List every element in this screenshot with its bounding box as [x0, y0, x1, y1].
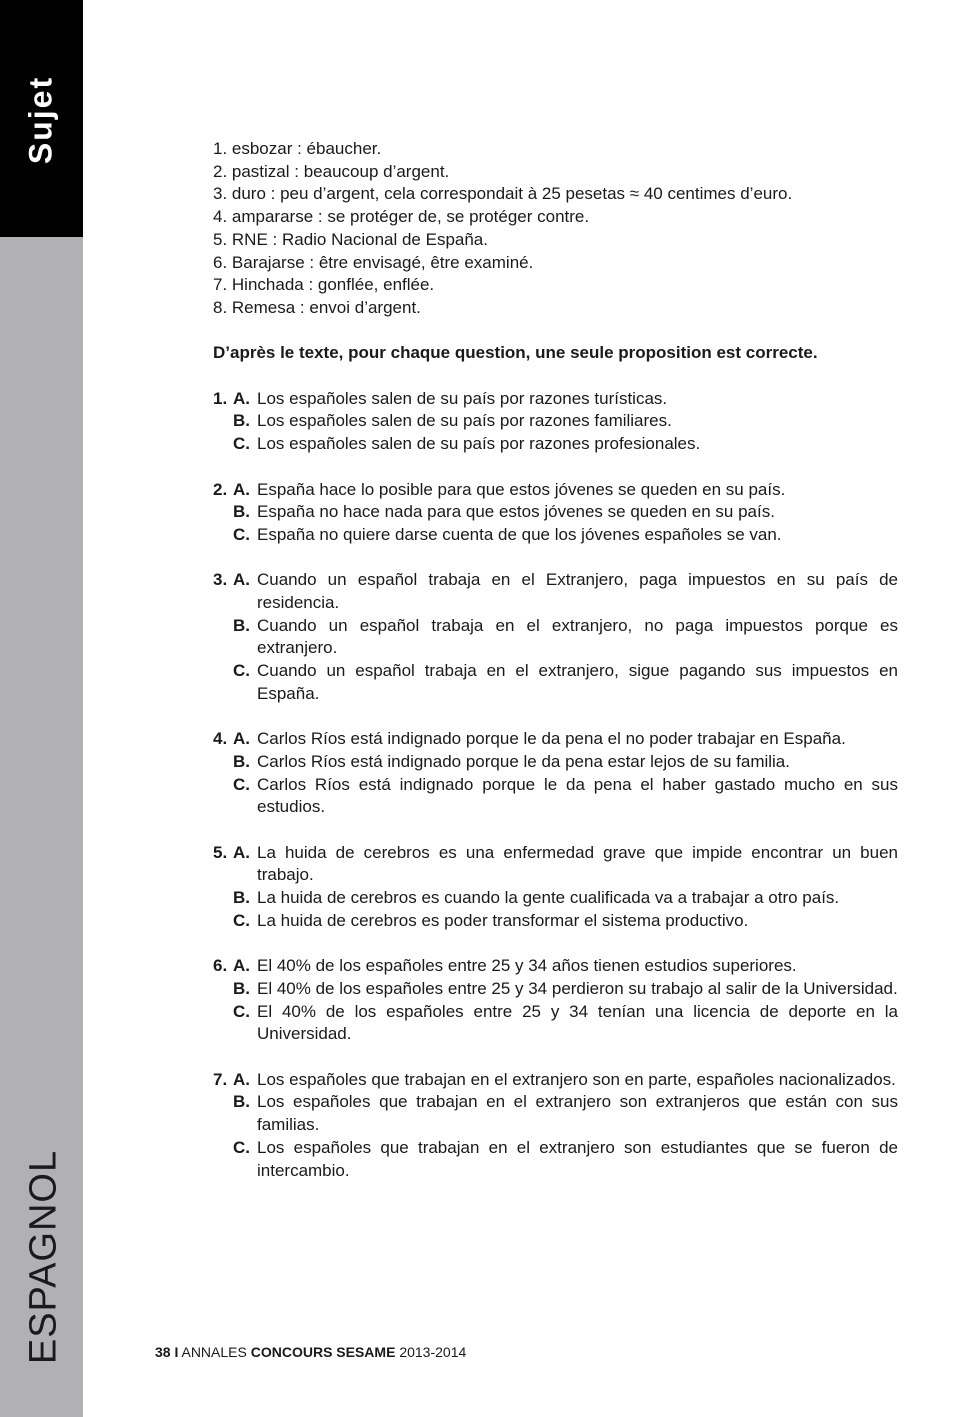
footer-annales: ANNALES [181, 1344, 247, 1360]
option-text: El 40% de los españoles entre 25 y 34 perdieron su trabajo al salir de la Universidad. [257, 978, 898, 998]
option-text: El 40% de los españoles entre 25 y 34 años tienen estudios superiores. [257, 956, 797, 976]
answer-option [213, 1091, 898, 1136]
answer-option [213, 842, 898, 887]
option-letter: C. [233, 661, 250, 681]
question-number: 5. [213, 842, 228, 862]
answer-option [213, 978, 898, 1001]
answer-option [213, 955, 898, 978]
answer-option [213, 774, 898, 819]
option-letter: C. [233, 434, 250, 454]
question-block [213, 842, 898, 933]
option-letter: A. [233, 842, 250, 862]
option-letter: A. [233, 729, 250, 749]
option-letter: B. [233, 751, 250, 771]
glossary-item: 1. esbozar : ébaucher. [213, 139, 382, 158]
option-text: Los españoles salen de su país por razones profesionales. [257, 434, 701, 454]
option-letter: C. [233, 774, 250, 794]
glossary-item: 3. duro : peu d’argent, cela correspondait à 25 pesetas ≈ 40 centimes d’euro. [213, 184, 793, 204]
question-block [213, 1069, 898, 1183]
answer-option [213, 569, 898, 614]
question-number: 7. [213, 1069, 228, 1089]
option-letter: C. [233, 1137, 250, 1157]
option-letter: A. [233, 388, 250, 408]
page-footer [155, 1344, 466, 1360]
answer-option [213, 1069, 898, 1092]
option-text: Cuando un español trabaja en el extranjero, sigue pagando sus impuestos en España. [257, 661, 898, 703]
footer-separator: I [174, 1344, 179, 1360]
option-text: España no quiere darse cuenta de que los jóvenes españoles se van. [257, 524, 782, 544]
sidebar-subject-band [0, 237, 83, 1417]
option-text: Carlos Ríos está indignado porque le da pena el haber gastado mucho en sus estudios. [257, 774, 898, 817]
option-text: Los españoles que trabajan en el extranjero son estudiantes que se fueron de intercambio. [257, 1137, 898, 1180]
option-text: Cuando un español trabaja en el Extranjero, paga impuestos en su país de residencia. [257, 570, 898, 612]
option-letter: B. [233, 502, 250, 522]
answer-option [213, 728, 898, 751]
answer-option [213, 501, 898, 524]
answer-option [213, 910, 898, 933]
option-text: Los españoles que trabajan en el extranjero son en parte, españoles nacionalizados. [257, 1069, 896, 1089]
option-letter: C. [233, 524, 250, 544]
option-letter: B. [233, 978, 250, 998]
question-number: 2. [213, 479, 228, 499]
question-block [213, 569, 898, 705]
option-text: Carlos Ríos está indignado porque le da pena estar lejos de su familia. [257, 751, 790, 771]
question-block [213, 388, 898, 456]
answer-option [213, 751, 898, 774]
option-letter: B. [233, 411, 250, 431]
answer-option [213, 388, 898, 411]
option-letter: A. [233, 956, 250, 976]
option-text: España no hace nada para que estos jóvenes se queden en su país. [257, 502, 775, 522]
glossary-item: 7. Hinchada : gonflée, enflée. [213, 275, 435, 295]
answer-option [213, 887, 898, 910]
instruction-heading: D’après le texte, pour chaque question, une seule proposition est correcte. [213, 343, 818, 363]
option-text: Cuando un español trabaja en el extranjero, no paga impuestos porque es extranjero. [257, 615, 898, 658]
option-letter: A. [233, 570, 250, 590]
answer-option [213, 660, 898, 705]
section-label: Sujet [22, 75, 59, 165]
question-block [213, 479, 898, 547]
option-text: La huida de cerebros es poder transformar el sistema productivo. [257, 910, 749, 930]
option-letter: B. [233, 1092, 250, 1112]
option-text: Los españoles salen de su país por razones familiares. [257, 411, 672, 431]
answer-option [213, 615, 898, 660]
option-letter: A. [233, 1069, 250, 1089]
answer-option [213, 1137, 898, 1182]
option-text: El 40% de los españoles entre 25 y 34 tenían una licencia de deporte en la Universidad. [257, 1001, 898, 1044]
glossary-item: 8. Remesa : envoi d’argent. [213, 297, 421, 317]
option-text: La huida de cerebros es una enfermedad grave que impide encontrar un buen trabajo. [257, 842, 898, 885]
option-letter: B. [233, 888, 250, 908]
question-number: 6. [213, 956, 228, 976]
option-text: Los españoles salen de su país por razones turísticas. [257, 388, 668, 408]
glossary-item: 6. Barajarse : être envisagé, être examiné. [213, 252, 534, 272]
question-number: 1. [213, 388, 228, 408]
option-letter: A. [233, 479, 250, 499]
option-text: La huida de cerebros es cuando la gente cualificada va a trabajar a otro país. [257, 888, 840, 908]
question-list [213, 388, 898, 1183]
page-number: 38 [155, 1344, 171, 1360]
answer-option [213, 410, 898, 433]
answer-option [213, 524, 898, 547]
sidebar-section-band [0, 0, 83, 237]
option-letter: C. [233, 1001, 250, 1021]
question-number: 4. [213, 729, 228, 749]
glossary-item: 4. ampararse : se protéger de, se protéger contre. [213, 207, 590, 227]
page-content [213, 138, 898, 1182]
option-text: España hace lo posible para que estos jóvenes se queden en su país. [257, 479, 786, 499]
option-letter: B. [233, 615, 250, 635]
option-letter: C. [233, 910, 250, 930]
answer-option [213, 479, 898, 502]
question-block [213, 728, 898, 819]
answer-option [213, 1001, 898, 1046]
question-block [213, 955, 898, 1046]
glossary-list [213, 138, 898, 320]
answer-option [213, 433, 898, 456]
glossary-item: 2. pastizal : beaucoup d’argent. [213, 161, 450, 181]
footer-concours: CONCOURS SESAME [250, 1344, 396, 1360]
footer-years: 2013-2014 [399, 1344, 467, 1360]
question-number: 3. [213, 570, 228, 590]
glossary-item: 5. RNE : Radio Nacional de España. [213, 229, 488, 249]
subject-label: ESPAGNOL [22, 1149, 65, 1365]
option-text: Los españoles que trabajan en el extranjero son extranjeros que están con sus familias. [257, 1092, 898, 1135]
option-text: Carlos Ríos está indignado porque le da pena el no poder trabajar en España. [257, 729, 846, 749]
